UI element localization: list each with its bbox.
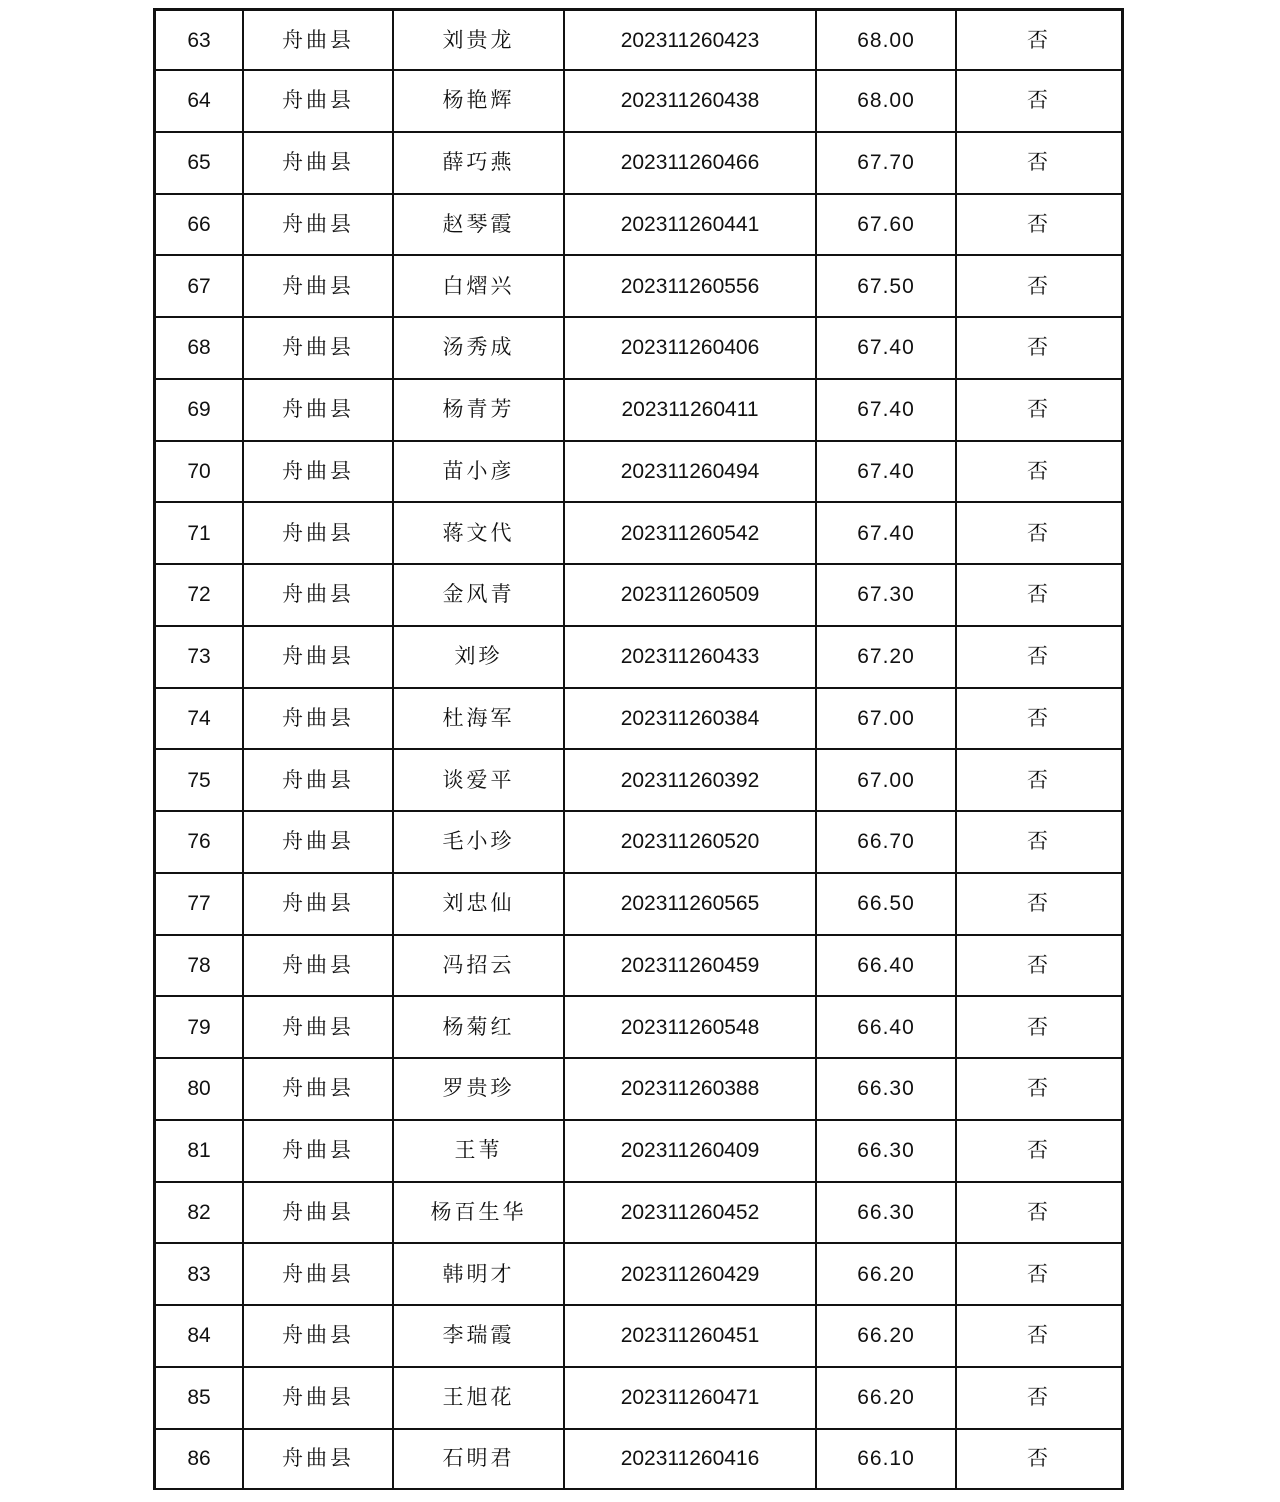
status-cell: 否	[956, 1429, 1121, 1488]
county-cell: 舟曲县	[243, 255, 393, 317]
status-cell: 否	[956, 564, 1121, 626]
row-number: 75	[156, 749, 243, 811]
score-cell: 67.60	[816, 194, 956, 256]
row-number: 76	[156, 811, 243, 873]
name-cell: 王旭花	[393, 1367, 564, 1429]
name-cell: 石明君	[393, 1429, 564, 1488]
name-cell: 杨青芳	[393, 379, 564, 441]
score-cell: 67.40	[816, 441, 956, 503]
table-row	[156, 441, 1121, 503]
status-cell: 否	[956, 996, 1121, 1058]
exam-number-cell: 202311260556	[564, 255, 816, 317]
status-cell: 否	[956, 1182, 1121, 1244]
row-number: 64	[156, 70, 243, 132]
exam-number-cell: 202311260509	[564, 564, 816, 626]
row-number: 74	[156, 688, 243, 750]
score-cell: 66.20	[816, 1305, 956, 1367]
exam-number-cell: 202311260388	[564, 1058, 816, 1120]
county-cell: 舟曲县	[243, 564, 393, 626]
county-cell: 舟曲县	[243, 194, 393, 256]
name-cell: 罗贵珍	[393, 1058, 564, 1120]
table-row	[156, 688, 1121, 750]
exam-number-cell: 202311260423	[564, 11, 816, 70]
table-row	[156, 873, 1121, 935]
status-cell: 否	[956, 626, 1121, 688]
name-cell: 赵琴霞	[393, 194, 564, 256]
status-cell: 否	[956, 70, 1121, 132]
score-cell: 66.20	[816, 1243, 956, 1305]
row-number: 69	[156, 379, 243, 441]
status-cell: 否	[956, 1367, 1121, 1429]
status-cell: 否	[956, 1120, 1121, 1182]
status-cell: 否	[956, 811, 1121, 873]
row-number: 80	[156, 1058, 243, 1120]
score-cell: 67.50	[816, 255, 956, 317]
exam-number-cell: 202311260494	[564, 441, 816, 503]
table-row	[156, 564, 1121, 626]
row-number: 73	[156, 626, 243, 688]
score-cell: 66.40	[816, 935, 956, 997]
row-number: 63	[156, 11, 243, 70]
table-row	[156, 70, 1121, 132]
exam-number-cell: 202311260565	[564, 873, 816, 935]
score-cell: 67.70	[816, 132, 956, 194]
table-row	[156, 194, 1121, 256]
exam-number-cell: 202311260433	[564, 626, 816, 688]
row-number: 85	[156, 1367, 243, 1429]
county-cell: 舟曲县	[243, 317, 393, 379]
score-cell: 66.30	[816, 1058, 956, 1120]
row-number: 78	[156, 935, 243, 997]
county-cell: 舟曲县	[243, 1305, 393, 1367]
exam-number-cell: 202311260520	[564, 811, 816, 873]
exam-number-cell: 202311260471	[564, 1367, 816, 1429]
table-row	[156, 935, 1121, 997]
row-number: 66	[156, 194, 243, 256]
exam-number-cell: 202311260451	[564, 1305, 816, 1367]
status-cell: 否	[956, 502, 1121, 564]
table-row	[156, 626, 1121, 688]
name-cell: 苗小彦	[393, 441, 564, 503]
exam-number-cell: 202311260452	[564, 1182, 816, 1244]
name-cell: 王苇	[393, 1120, 564, 1182]
county-cell: 舟曲县	[243, 1120, 393, 1182]
exam-number-cell: 202311260411	[564, 379, 816, 441]
exam-number-cell: 202311260438	[564, 70, 816, 132]
table-row	[156, 1429, 1121, 1488]
name-cell: 毛小珍	[393, 811, 564, 873]
name-cell: 韩明才	[393, 1243, 564, 1305]
status-cell: 否	[956, 132, 1121, 194]
exam-number-cell: 202311260542	[564, 502, 816, 564]
exam-number-cell: 202311260416	[564, 1429, 816, 1488]
score-cell: 66.50	[816, 873, 956, 935]
county-cell: 舟曲县	[243, 379, 393, 441]
score-cell: 67.00	[816, 749, 956, 811]
name-cell: 冯招云	[393, 935, 564, 997]
results-table	[156, 11, 1121, 1488]
county-cell: 舟曲县	[243, 1367, 393, 1429]
score-cell: 66.30	[816, 1182, 956, 1244]
exam-number-cell: 202311260441	[564, 194, 816, 256]
score-cell: 66.20	[816, 1367, 956, 1429]
name-cell: 谈爱平	[393, 749, 564, 811]
row-number: 67	[156, 255, 243, 317]
county-cell: 舟曲县	[243, 502, 393, 564]
score-cell: 67.20	[816, 626, 956, 688]
exam-number-cell: 202311260429	[564, 1243, 816, 1305]
score-cell: 67.30	[816, 564, 956, 626]
exam-number-cell: 202311260466	[564, 132, 816, 194]
exam-number-cell: 202311260459	[564, 935, 816, 997]
table-row	[156, 11, 1121, 70]
score-cell: 67.40	[816, 379, 956, 441]
name-cell: 汤秀成	[393, 317, 564, 379]
row-number: 79	[156, 996, 243, 1058]
row-number: 82	[156, 1182, 243, 1244]
county-cell: 舟曲县	[243, 70, 393, 132]
row-number: 68	[156, 317, 243, 379]
exam-number-cell: 202311260384	[564, 688, 816, 750]
county-cell: 舟曲县	[243, 1243, 393, 1305]
county-cell: 舟曲县	[243, 1182, 393, 1244]
row-number: 70	[156, 441, 243, 503]
status-cell: 否	[956, 255, 1121, 317]
score-cell: 67.40	[816, 502, 956, 564]
status-cell: 否	[956, 317, 1121, 379]
name-cell: 金风青	[393, 564, 564, 626]
name-cell: 白熠兴	[393, 255, 564, 317]
score-cell: 67.40	[816, 317, 956, 379]
score-cell: 68.00	[816, 70, 956, 132]
county-cell: 舟曲县	[243, 132, 393, 194]
table-row	[156, 1367, 1121, 1429]
table-row	[156, 1305, 1121, 1367]
name-cell: 刘忠仙	[393, 873, 564, 935]
name-cell: 杨菊红	[393, 996, 564, 1058]
results-table-sheet	[153, 8, 1124, 1490]
table-row	[156, 379, 1121, 441]
row-number: 83	[156, 1243, 243, 1305]
county-cell: 舟曲县	[243, 996, 393, 1058]
status-cell: 否	[956, 688, 1121, 750]
row-number: 72	[156, 564, 243, 626]
row-number: 84	[156, 1305, 243, 1367]
status-cell: 否	[956, 749, 1121, 811]
status-cell: 否	[956, 379, 1121, 441]
score-cell: 66.10	[816, 1429, 956, 1488]
table-row	[156, 749, 1121, 811]
county-cell: 舟曲县	[243, 441, 393, 503]
status-cell: 否	[956, 1305, 1121, 1367]
score-cell: 66.70	[816, 811, 956, 873]
name-cell: 刘贵龙	[393, 11, 564, 70]
score-cell: 67.00	[816, 688, 956, 750]
table-row	[156, 132, 1121, 194]
row-number: 81	[156, 1120, 243, 1182]
table-row	[156, 1182, 1121, 1244]
name-cell: 杨艳辉	[393, 70, 564, 132]
table-row	[156, 1058, 1121, 1120]
status-cell: 否	[956, 873, 1121, 935]
status-cell: 否	[956, 11, 1121, 70]
county-cell: 舟曲县	[243, 1429, 393, 1488]
county-cell: 舟曲县	[243, 626, 393, 688]
table-row	[156, 502, 1121, 564]
county-cell: 舟曲县	[243, 1058, 393, 1120]
row-number: 86	[156, 1429, 243, 1488]
results-table-body	[156, 11, 1121, 1488]
county-cell: 舟曲县	[243, 749, 393, 811]
score-cell: 66.30	[816, 1120, 956, 1182]
name-cell: 杜海军	[393, 688, 564, 750]
table-row	[156, 996, 1121, 1058]
name-cell: 薛巧燕	[393, 132, 564, 194]
row-number: 71	[156, 502, 243, 564]
table-row	[156, 1243, 1121, 1305]
status-cell: 否	[956, 194, 1121, 256]
status-cell: 否	[956, 1058, 1121, 1120]
score-cell: 68.00	[816, 11, 956, 70]
county-cell: 舟曲县	[243, 873, 393, 935]
county-cell: 舟曲县	[243, 811, 393, 873]
score-cell: 66.40	[816, 996, 956, 1058]
name-cell: 李瑞霞	[393, 1305, 564, 1367]
row-number: 65	[156, 132, 243, 194]
exam-number-cell: 202311260392	[564, 749, 816, 811]
county-cell: 舟曲县	[243, 688, 393, 750]
name-cell: 杨百生华	[393, 1182, 564, 1244]
status-cell: 否	[956, 1243, 1121, 1305]
status-cell: 否	[956, 441, 1121, 503]
exam-number-cell: 202311260548	[564, 996, 816, 1058]
exam-number-cell: 202311260409	[564, 1120, 816, 1182]
table-row	[156, 317, 1121, 379]
exam-number-cell: 202311260406	[564, 317, 816, 379]
status-cell: 否	[956, 935, 1121, 997]
table-row	[156, 1120, 1121, 1182]
name-cell: 蒋文代	[393, 502, 564, 564]
county-cell: 舟曲县	[243, 11, 393, 70]
table-row	[156, 811, 1121, 873]
county-cell: 舟曲县	[243, 935, 393, 997]
table-row	[156, 255, 1121, 317]
name-cell: 刘珍	[393, 626, 564, 688]
row-number: 77	[156, 873, 243, 935]
